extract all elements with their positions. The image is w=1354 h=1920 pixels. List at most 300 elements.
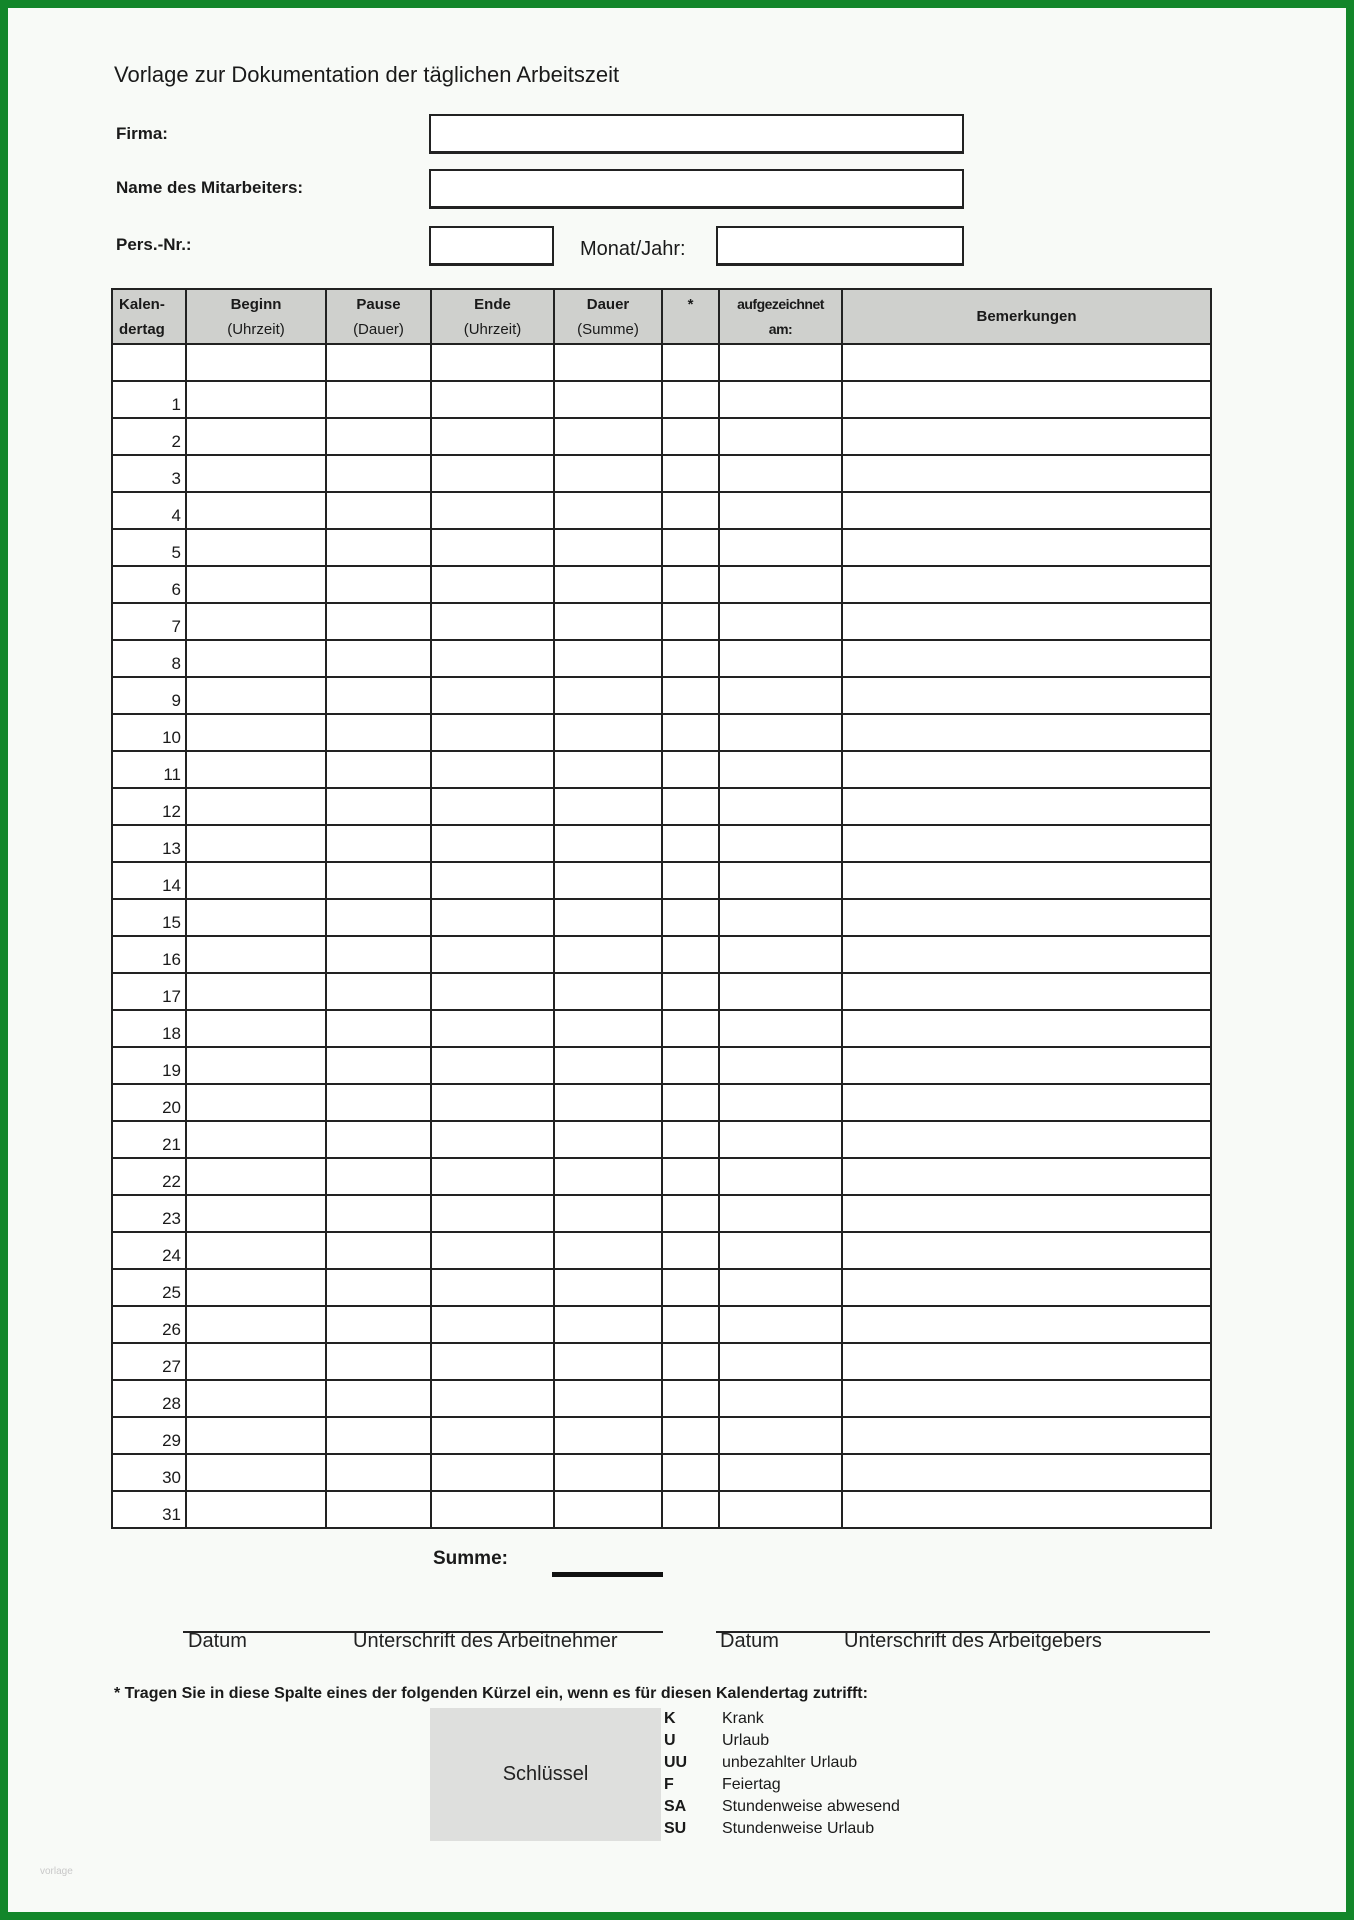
cell-bemerkungen[interactable] [842,1306,1211,1343]
cell-dauer[interactable] [554,1343,662,1380]
cell-code[interactable] [662,529,719,566]
cell-code[interactable] [662,936,719,973]
cell-beginn[interactable] [186,1491,326,1528]
cell-aufgezeichnet[interactable] [719,714,842,751]
cell-ende[interactable] [431,1343,554,1380]
cell-ende[interactable] [431,381,554,418]
cell-dauer[interactable] [554,825,662,862]
cell-pause[interactable] [326,1047,431,1084]
cell-bemerkungen[interactable] [842,973,1211,1010]
table-row [112,899,1211,936]
cell-aufgezeichnet[interactable] [719,1084,842,1121]
cell-pause[interactable] [326,1380,431,1417]
table-row [112,640,1211,677]
cell-bemerkungen[interactable] [842,640,1211,677]
cell-dauer[interactable] [554,1084,662,1121]
cell-dauer[interactable] [554,1232,662,1269]
cell-dauer[interactable] [554,788,662,825]
key-box [430,1708,661,1841]
cell-code[interactable] [662,714,719,751]
firma-label: Firma: [116,124,168,143]
persnr-field[interactable] [429,226,554,266]
cell-ende[interactable] [431,862,554,899]
cell-day-number: 4 [112,492,186,529]
cell-bemerkungen[interactable] [842,788,1211,825]
cell-pause[interactable] [326,344,431,381]
cell-bemerkungen[interactable] [842,1380,1211,1417]
cell-code[interactable] [662,1306,719,1343]
cell-ende[interactable] [431,529,554,566]
cell-beginn[interactable] [186,973,326,1010]
cell-ende[interactable] [431,1195,554,1232]
table-row [112,1010,1211,1047]
cell-code[interactable] [662,455,719,492]
cell-ende[interactable] [431,455,554,492]
cell-code[interactable] [662,1010,719,1047]
cell-pause[interactable] [326,936,431,973]
cell-ende[interactable] [431,1010,554,1047]
cell-beginn[interactable] [186,677,326,714]
header-dauer [554,289,662,344]
cell-ende[interactable] [431,418,554,455]
cell-code[interactable] [662,1269,719,1306]
table-row [112,1343,1211,1380]
cell-ende[interactable] [431,1454,554,1491]
cell-ende[interactable] [431,603,554,640]
cell-aufgezeichnet[interactable] [719,1417,842,1454]
cell-bemerkungen[interactable] [842,714,1211,751]
cell-ende[interactable] [431,751,554,788]
cell-beginn[interactable] [186,825,326,862]
cell-ende[interactable] [431,899,554,936]
cell-bemerkungen[interactable] [842,1343,1211,1380]
cell-bemerkungen[interactable] [842,1195,1211,1232]
table-row [112,1306,1211,1343]
cell-day[interactable] [112,344,186,381]
cell-dauer[interactable] [554,1380,662,1417]
header-dauer-title: Dauer [586,295,630,313]
cell-beginn[interactable] [186,714,326,751]
cell-dauer[interactable] [554,1010,662,1047]
cell-aufgezeichnet[interactable] [719,492,842,529]
key-code: U [664,1732,676,1749]
cell-ende[interactable] [431,1491,554,1528]
cell-beginn[interactable] [186,1047,326,1084]
cell-beginn[interactable] [186,899,326,936]
header-ende-title: Ende [474,295,511,313]
cell-day-number: 27 [112,1343,186,1380]
key-code: K [664,1710,676,1727]
cell-bemerkungen[interactable] [842,566,1211,603]
key-code: SU [664,1820,687,1837]
cell-pause[interactable] [326,1195,431,1232]
cell-code[interactable] [662,1232,719,1269]
cell-aufgezeichnet[interactable] [719,936,842,973]
cell-code[interactable] [662,1454,719,1491]
cell-bemerkungen[interactable] [842,1121,1211,1158]
cell-beginn[interactable] [186,751,326,788]
cell-day-number: 13 [112,825,186,862]
cell-aufgezeichnet[interactable] [719,1380,842,1417]
cell-code[interactable] [662,1047,719,1084]
cell-aufgezeichnet[interactable] [719,1158,842,1195]
cell-beginn[interactable] [186,936,326,973]
cell-bemerkungen[interactable] [842,1047,1211,1084]
cell-beginn[interactable] [186,1195,326,1232]
cell-code[interactable] [662,1195,719,1232]
cell-day-number: 20 [112,1084,186,1121]
cell-pause[interactable] [326,1121,431,1158]
unterschrift-arbeitgeber-label: Unterschrift des Arbeitgebers [844,1630,1102,1652]
key-item [664,1818,900,1840]
cell-bemerkungen[interactable] [842,1084,1211,1121]
cell-code[interactable] [662,418,719,455]
cell-code[interactable] [662,825,719,862]
cell-pause[interactable] [326,1306,431,1343]
cell-code[interactable] [662,1417,719,1454]
cell-beginn[interactable] [186,529,326,566]
table-row [112,566,1211,603]
header-pause-title: Pause [356,295,401,313]
cell-dauer[interactable] [554,1195,662,1232]
header-kalendertag-line1: Kalen- [119,295,165,313]
cell-aufgezeichnet[interactable] [719,973,842,1010]
table-row [112,677,1211,714]
table-row [112,751,1211,788]
cell-bemerkungen[interactable] [842,603,1211,640]
cell-pause[interactable] [326,1491,431,1528]
cell-code[interactable] [662,603,719,640]
cell-aufgezeichnet[interactable] [719,825,842,862]
cell-day-number: 25 [112,1269,186,1306]
cell-bemerkungen[interactable] [842,1417,1211,1454]
cell-dauer[interactable] [554,529,662,566]
cell-aufgezeichnet[interactable] [719,529,842,566]
cell-bemerkungen[interactable] [842,1232,1211,1269]
monat-label: Monat/Jahr: [580,238,686,260]
cell-day-number: 31 [112,1491,186,1528]
cell-dauer[interactable] [554,899,662,936]
cell-dauer[interactable] [554,862,662,899]
cell-aufgezeichnet[interactable] [719,344,842,381]
cell-bemerkungen[interactable] [842,1269,1211,1306]
cell-aufgezeichnet[interactable] [719,640,842,677]
cell-ende[interactable] [431,936,554,973]
cell-code[interactable] [662,973,719,1010]
table-row [112,529,1211,566]
cell-bemerkungen[interactable] [842,529,1211,566]
cell-ende[interactable] [431,788,554,825]
cell-bemerkungen[interactable] [842,862,1211,899]
cell-pause[interactable] [326,603,431,640]
mitarbeiter-field[interactable] [429,169,964,209]
cell-day-number: 1 [112,381,186,418]
table-row [112,714,1211,751]
key-item [664,1774,900,1796]
cell-code[interactable] [662,640,719,677]
cell-dauer[interactable] [554,381,662,418]
cell-beginn[interactable] [186,640,326,677]
table-row [112,1417,1211,1454]
cell-code[interactable] [662,1380,719,1417]
cell-pause[interactable] [326,714,431,751]
cell-dauer[interactable] [554,1417,662,1454]
cell-code[interactable] [662,751,719,788]
cell-dauer[interactable] [554,1491,662,1528]
table-row [112,455,1211,492]
cell-aufgezeichnet[interactable] [719,677,842,714]
header-star: * [662,289,719,344]
table-row [112,418,1211,455]
cell-day-number: 28 [112,1380,186,1417]
table-row [112,862,1211,899]
cell-beginn[interactable] [186,1380,326,1417]
table-row [112,1454,1211,1491]
cell-aufgezeichnet[interactable] [719,1269,842,1306]
cell-dauer[interactable] [554,1158,662,1195]
table-row [112,1380,1211,1417]
cell-ende[interactable] [431,1158,554,1195]
cell-ende[interactable] [431,1084,554,1121]
header-ende-sub: (Uhrzeit) [463,320,522,338]
cell-beginn[interactable] [186,1343,326,1380]
cell-bemerkungen[interactable] [842,381,1211,418]
cell-bemerkungen[interactable] [842,1491,1211,1528]
cell-beginn[interactable] [186,1269,326,1306]
cell-code[interactable] [662,1084,719,1121]
cell-dauer[interactable] [554,714,662,751]
cell-pause[interactable] [326,862,431,899]
cell-aufgezeichnet[interactable] [719,1195,842,1232]
cell-pause[interactable] [326,1417,431,1454]
cell-ende[interactable] [431,1380,554,1417]
cell-aufgezeichnet[interactable] [719,1491,842,1528]
cell-day-number: 9 [112,677,186,714]
cell-dauer[interactable] [554,1047,662,1084]
cell-day-number: 30 [112,1454,186,1491]
cell-code[interactable] [662,677,719,714]
cell-aufgezeichnet[interactable] [719,1010,842,1047]
cell-aufgezeichnet[interactable] [719,1343,842,1380]
header-aufgezeichnet-line1: aufgezeichnet [737,295,824,312]
cell-pause[interactable] [326,973,431,1010]
cell-aufgezeichnet[interactable] [719,751,842,788]
cell-beginn[interactable] [186,603,326,640]
cell-pause[interactable] [326,825,431,862]
cell-aufgezeichnet[interactable] [719,862,842,899]
cell-beginn[interactable] [186,418,326,455]
cell-pause[interactable] [326,381,431,418]
cell-dauer[interactable] [554,973,662,1010]
cell-dauer[interactable] [554,751,662,788]
key-item [664,1708,900,1730]
cell-beginn[interactable] [186,1306,326,1343]
cell-ende[interactable] [431,566,554,603]
cell-code[interactable] [662,899,719,936]
cell-aufgezeichnet[interactable] [719,1047,842,1084]
key-code: SA [664,1798,687,1815]
cell-code[interactable] [662,566,719,603]
cell-aufgezeichnet[interactable] [719,1121,842,1158]
key-description: Stundenweise abwesend [722,1798,900,1815]
cell-bemerkungen[interactable] [842,492,1211,529]
cell-beginn[interactable] [186,1121,326,1158]
cell-dauer[interactable] [554,344,662,381]
footnote: * Tragen Sie in diese Spalte eines der folgenden Kürzel ein, wenn es für diesen Kalendertag zutrifft: [114,1685,868,1702]
cell-pause[interactable] [326,1454,431,1491]
cell-dauer[interactable] [554,566,662,603]
cell-aufgezeichnet[interactable] [719,1454,842,1491]
cell-code[interactable] [662,344,719,381]
cell-beginn[interactable] [186,455,326,492]
cell-dauer[interactable] [554,455,662,492]
cell-aufgezeichnet[interactable] [719,788,842,825]
cell-ende[interactable] [431,344,554,381]
cell-bemerkungen[interactable] [842,899,1211,936]
cell-aufgezeichnet[interactable] [719,603,842,640]
cell-bemerkungen[interactable] [842,677,1211,714]
key-code: F [664,1776,674,1793]
cell-pause[interactable] [326,566,431,603]
cell-pause[interactable] [326,788,431,825]
cell-ende[interactable] [431,677,554,714]
cell-dauer[interactable] [554,603,662,640]
cell-dauer[interactable] [554,418,662,455]
table-row [112,788,1211,825]
cell-aufgezeichnet[interactable] [719,1306,842,1343]
firma-field[interactable] [429,114,964,154]
cell-dauer[interactable] [554,936,662,973]
cell-beginn[interactable] [186,862,326,899]
cell-day-number: 18 [112,1010,186,1047]
cell-code[interactable] [662,1158,719,1195]
cell-beginn[interactable] [186,381,326,418]
cell-aufgezeichnet[interactable] [719,455,842,492]
cell-beginn[interactable] [186,344,326,381]
cell-bemerkungen[interactable] [842,1454,1211,1491]
cell-pause[interactable] [326,677,431,714]
cell-bemerkungen[interactable] [842,751,1211,788]
time-table [111,288,1212,1529]
cell-beginn[interactable] [186,1084,326,1121]
cell-ende[interactable] [431,492,554,529]
cell-dauer[interactable] [554,492,662,529]
cell-ende[interactable] [431,1047,554,1084]
cell-code[interactable] [662,381,719,418]
cell-ende[interactable] [431,1232,554,1269]
cell-code[interactable] [662,1343,719,1380]
cell-pause[interactable] [326,1343,431,1380]
cell-beginn[interactable] [186,492,326,529]
table-row [112,1084,1211,1121]
cell-dauer[interactable] [554,677,662,714]
cell-pause[interactable] [326,1269,431,1306]
cell-bemerkungen[interactable] [842,1010,1211,1047]
cell-pause[interactable] [326,455,431,492]
cell-dauer[interactable] [554,1121,662,1158]
header-aufgezeichnet [719,289,842,344]
cell-day-number: 5 [112,529,186,566]
cell-beginn[interactable] [186,788,326,825]
cell-pause[interactable] [326,899,431,936]
key-description: Krank [722,1710,764,1727]
cell-day-number: 3 [112,455,186,492]
cell-dauer[interactable] [554,1269,662,1306]
cell-code[interactable] [662,862,719,899]
cell-beginn[interactable] [186,1158,326,1195]
cell-beginn[interactable] [186,566,326,603]
cell-bemerkungen[interactable] [842,344,1211,381]
cell-pause[interactable] [326,1010,431,1047]
cell-day-number: 6 [112,566,186,603]
cell-ende[interactable] [431,1417,554,1454]
cell-day-number: 14 [112,862,186,899]
cell-bemerkungen[interactable] [842,455,1211,492]
cell-code[interactable] [662,788,719,825]
cell-code[interactable] [662,1121,719,1158]
cell-pause[interactable] [326,1158,431,1195]
cell-bemerkungen[interactable] [842,936,1211,973]
cell-beginn[interactable] [186,1417,326,1454]
cell-dauer[interactable] [554,640,662,677]
cell-dauer[interactable] [554,1306,662,1343]
cell-aufgezeichnet[interactable] [719,899,842,936]
cell-bemerkungen[interactable] [842,418,1211,455]
cell-pause[interactable] [326,492,431,529]
cell-pause[interactable] [326,529,431,566]
cell-pause[interactable] [326,1232,431,1269]
cell-day-number: 8 [112,640,186,677]
key-item [664,1752,900,1774]
header-ende [431,289,554,344]
cell-beginn[interactable] [186,1010,326,1047]
cell-beginn[interactable] [186,1232,326,1269]
cell-ende[interactable] [431,825,554,862]
cell-day-number: 19 [112,1047,186,1084]
cell-pause[interactable] [326,1084,431,1121]
cell-dauer[interactable] [554,1454,662,1491]
cell-aufgezeichnet[interactable] [719,418,842,455]
cell-pause[interactable] [326,751,431,788]
cell-ende[interactable] [431,640,554,677]
cell-code[interactable] [662,492,719,529]
cell-code[interactable] [662,1491,719,1528]
cell-aufgezeichnet[interactable] [719,1232,842,1269]
monat-field[interactable] [716,226,964,266]
cell-beginn[interactable] [186,1454,326,1491]
table-row-blank [112,344,1211,381]
cell-aufgezeichnet[interactable] [719,381,842,418]
unterschrift-arbeitnehmer-label: Unterschrift des Arbeitnehmer [353,1630,618,1652]
table-row [112,936,1211,973]
cell-aufgezeichnet[interactable] [719,566,842,603]
cell-bemerkungen[interactable] [842,825,1211,862]
cell-ende[interactable] [431,1121,554,1158]
cell-bemerkungen[interactable] [842,1158,1211,1195]
persnr-label: Pers.-Nr.: [116,235,192,254]
cell-pause[interactable] [326,640,431,677]
cell-ende[interactable] [431,1306,554,1343]
cell-ende[interactable] [431,714,554,751]
header-pause [326,289,431,344]
header-beginn [186,289,326,344]
cell-pause[interactable] [326,418,431,455]
cell-day-number: 10 [112,714,186,751]
cell-ende[interactable] [431,1269,554,1306]
key-label: Schlüssel [502,1763,589,1785]
cell-ende[interactable] [431,973,554,1010]
key-description: Feiertag [722,1776,781,1793]
